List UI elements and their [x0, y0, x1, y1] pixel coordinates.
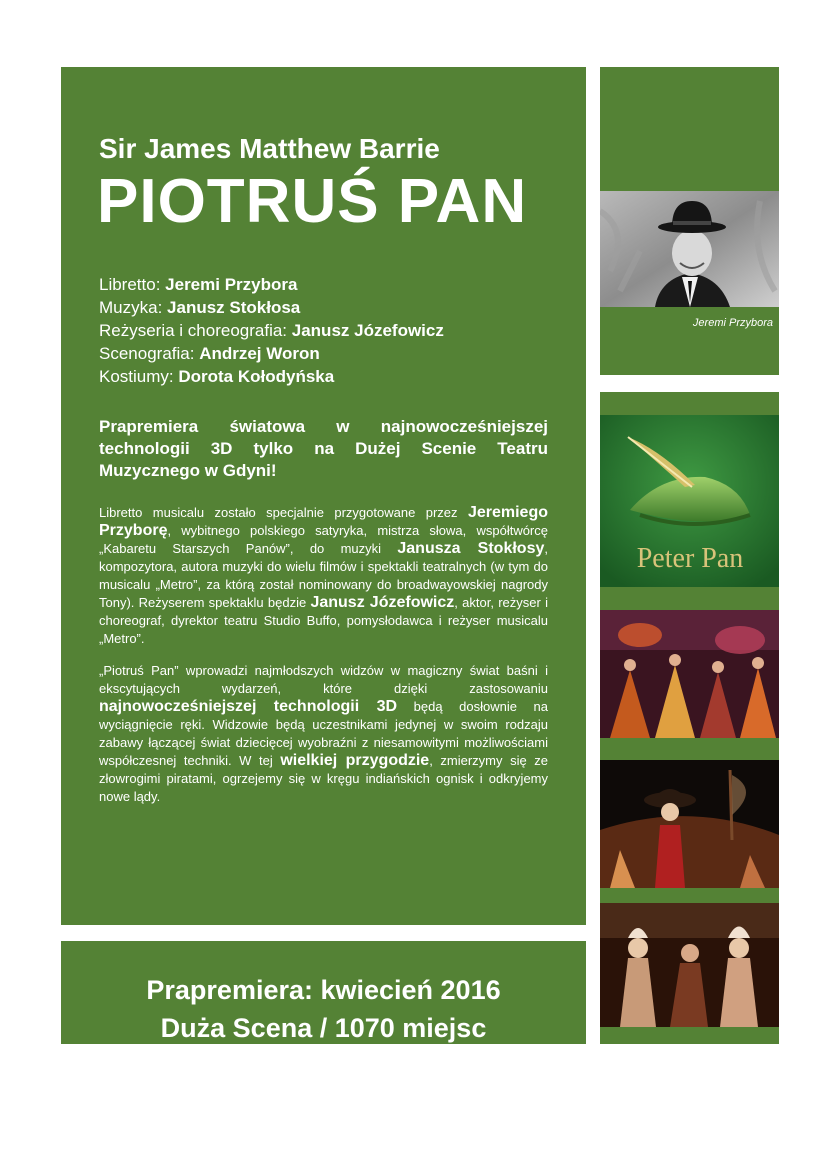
- scene-photo-2: [600, 760, 779, 888]
- credit-costumes: Kostiumy: Dorota Kołodyńska: [99, 367, 335, 387]
- logo-text: Peter Pan: [636, 543, 744, 574]
- scene-photo-3: [600, 903, 779, 1027]
- gallery-panel: [600, 392, 779, 1044]
- paragraph-description: „Piotruś Pan” wprowadzi najmłodszych widzów w magiczny świat baśni i ekscytujących wydarzeń, które dzięki zastosowaniu najnowocześniejszej technologii 3D będą dosłownie na wyciągnięcie ręki. Widzowie będą uczestnikami jedynej w swoim rodzaju zabawy łączącej świat dziecięcej wyobraźni z niesamowitymi możliwościami współczesnej techniki. W tej wielkiej przygodzie, zmierzymy się ze złowrogimi piratami, ogrzejemy się w kręgu indiańskich ognisk i odkryjemy nowe lądy.: [99, 663, 549, 805]
- peter-pan-logo: [600, 415, 779, 587]
- credit-music: Muzyka: Janusz Stokłosa: [99, 298, 301, 318]
- credits-list: [99, 273, 548, 388]
- premiere-date: Prapremiera: kwiecień 2016: [146, 975, 501, 1005]
- venue-info: Duża Scena / 1070 miejsc: [160, 1013, 487, 1043]
- portrait-caption: Jeremi Przybora: [692, 317, 773, 329]
- portrait-panel: [600, 67, 779, 375]
- premiere-info-panel: [61, 941, 586, 1044]
- page-title: PIOTRUŚ PAN: [97, 167, 528, 237]
- author-name: Sir James Matthew Barrie: [99, 133, 440, 164]
- credit-libretto: Libretto: Jeremi Przybora: [99, 275, 298, 295]
- lead-announcement: Prapremiera światowa w najnowocześniejszej technologii 3D tylko na Dużej Scenie Teatru Muzycznego w Gdyni!: [99, 417, 548, 481]
- credit-scenography: Scenografia: Andrzej Woron: [99, 344, 320, 364]
- paragraph-libretto: Libretto musicalu zostało specjalnie przygotowane przez Jeremiego Przyborę, wybitnego polskiego satyryka, mistrza słowa, współtwórcę „Kabaretu Starszych Panów”, do muzyki Janusza Stokłosy, kompozytora, autora muzyki do wielu filmów i spektakli teatralnych (w tym do musicalu „Metro”, za którą został nominowany do broadwayowskiej nagrody Tony). Reżyserem spektaklu będzie Janusz Józefowicz, aktor, reżyser i choreograf, dyrektor teatru Studio Buffo, pomysłodawca i reżyser musicalu „Metro”.: [99, 504, 548, 647]
- credit-direction: Reżyseria i choreografia: Janusz Józefowicz: [99, 321, 444, 341]
- portrait-photo: [600, 191, 779, 307]
- scene-photo-1: [600, 610, 779, 738]
- main-text-panel: [61, 67, 586, 925]
